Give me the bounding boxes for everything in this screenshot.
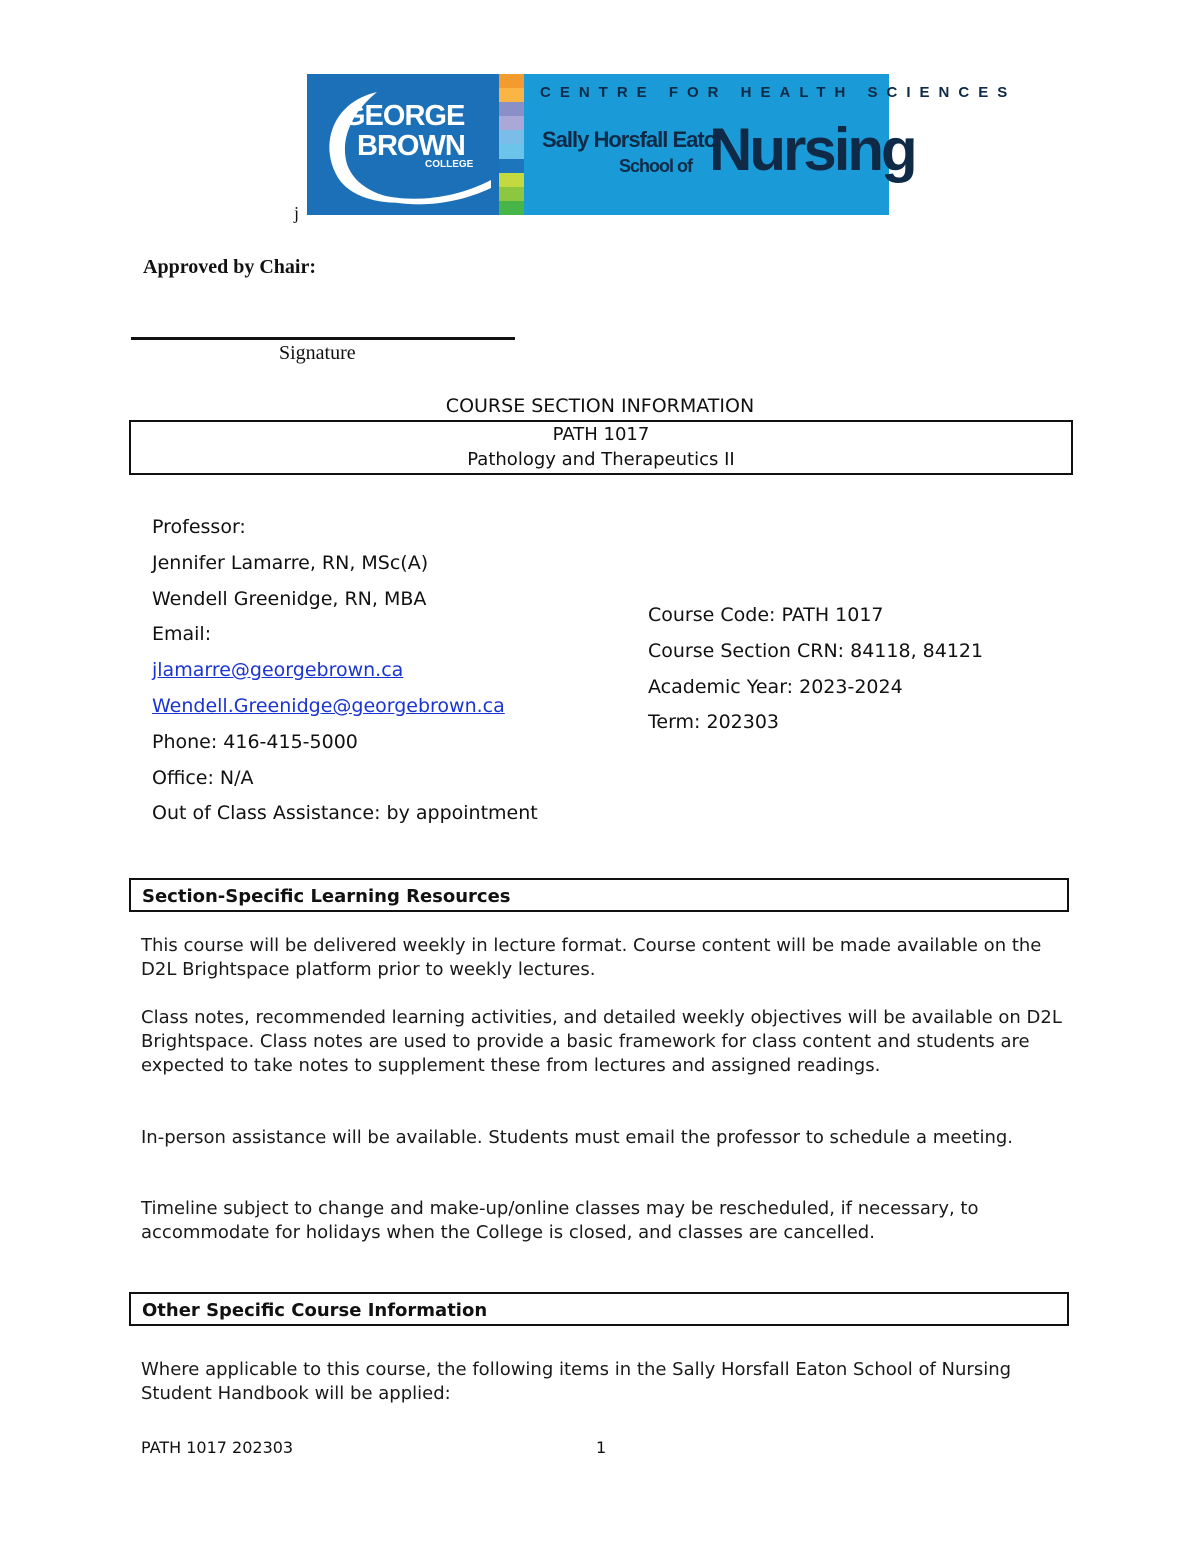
professor-name-2: Wendell Greenidge, RN, MBA xyxy=(152,587,427,610)
logo-brown-text: BROWN xyxy=(357,130,465,162)
stray-mark: j xyxy=(294,203,300,223)
college-logo-banner xyxy=(307,74,1017,215)
phone-text: Phone: 416-415-5000 xyxy=(152,730,358,753)
other-info-heading: Other Specific Course Information xyxy=(129,1292,1069,1326)
nursing-school-logo xyxy=(524,74,1017,215)
school-of-text: School of xyxy=(619,156,692,176)
page-number: 1 xyxy=(596,1438,607,1457)
professor-info xyxy=(152,510,538,832)
professor-label: Professor: xyxy=(152,516,246,538)
color-strips xyxy=(499,74,524,215)
george-brown-logo xyxy=(307,74,499,215)
other-info-paragraph: Where applicable to this course, the following items in the Sally Horsfall Eaton School of Nursing Student Handbook will be applied: xyxy=(141,1359,1012,1404)
logo-george-text: GEORGE xyxy=(343,100,465,132)
learning-resources-heading: Section-Specific Learning Resources xyxy=(129,878,1069,912)
course-info xyxy=(648,598,983,741)
professor-name-1: Jennifer Lamarre, RN, MSc(A) xyxy=(152,551,429,574)
resources-paragraph-2: Class notes, recommended learning activities, and detailed weekly objectives will be available on D2L Brightspace. Class notes are used to provide a basic framework for class content and students are expected to take notes to supplement these from lectures and assigned readings. xyxy=(141,1007,1062,1076)
signature-label: Signature xyxy=(279,342,356,364)
office-text: Office: N/A xyxy=(152,766,254,789)
course-code-text: Course Code: PATH 1017 xyxy=(648,604,884,626)
centre-health-sciences-text: CENTRE FOR HEALTH SCIENCES xyxy=(540,84,1017,101)
footer-course-term: PATH 1017 202303 xyxy=(141,1438,294,1457)
logo-college-text: COLLEGE xyxy=(425,159,474,170)
course-title-box xyxy=(129,420,1073,475)
resources-paragraph-1: This course will be delivered weekly in lecture format. Course content will be made available on the D2L Brightspace platform prior to weekly lectures. xyxy=(141,935,1042,980)
approved-by-chair-label: Approved by Chair: xyxy=(143,256,316,278)
course-crn-text: Course Section CRN: 84118, 84121 xyxy=(648,639,984,662)
email-label: Email: xyxy=(152,623,212,646)
email-link-1[interactable]: jlamarre@georgebrown.ca xyxy=(152,659,404,682)
course-name-line: Pathology and Therapeutics II xyxy=(467,449,735,470)
assistance-text: Out of Class Assistance: by appointment xyxy=(152,802,538,825)
resources-paragraph-3: In-person assistance will be available. Students must email the professor to schedule a meeting. xyxy=(141,1127,1013,1148)
term-text: Term: 202303 xyxy=(648,711,780,734)
signature-line xyxy=(131,337,515,340)
nursing-text: Nursing xyxy=(709,116,915,183)
sally-horsfall-text: Sally Horsfall Eaton xyxy=(542,127,729,152)
course-section-heading: COURSE SECTION INFORMATION xyxy=(445,395,755,417)
resources-paragraph-4: Timeline subject to change and make-up/online classes may be rescheduled, if necessary, to accommodate for holidays when the College is closed, and classes are cancelled. xyxy=(141,1198,979,1243)
course-code-line: PATH 1017 xyxy=(552,424,650,445)
email-link-2[interactable]: Wendell.Greenidge@georgebrown.ca xyxy=(152,694,505,717)
academic-year-text: Academic Year: 2023-2024 xyxy=(648,675,903,698)
